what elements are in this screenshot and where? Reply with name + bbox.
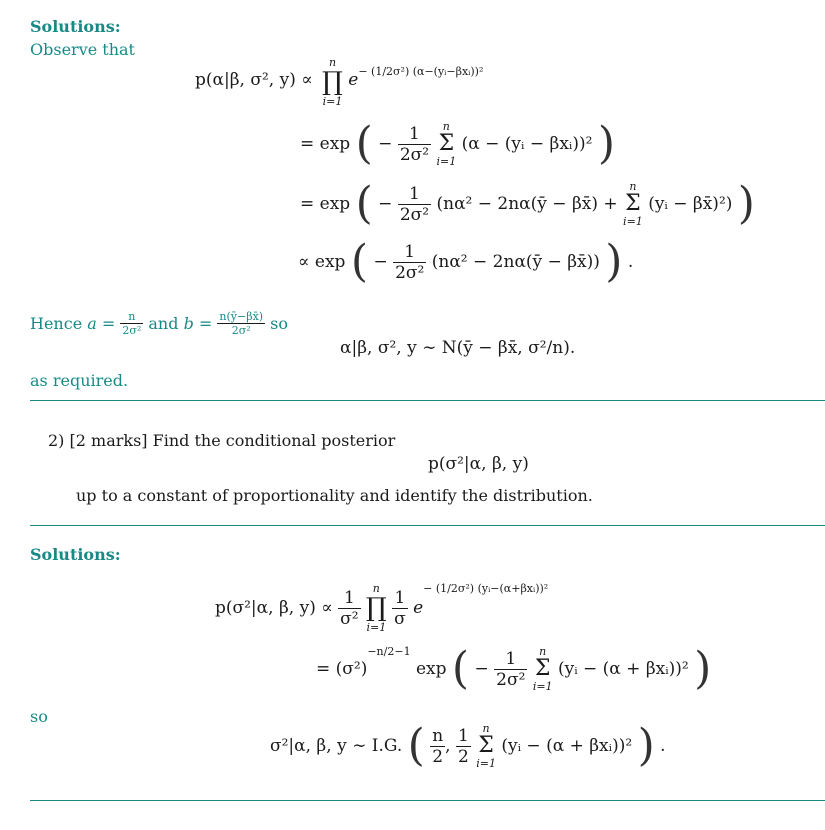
- eq2-line: = exp ( − $\frac{1}{\text{2σ²}}$ n Σ i=1 (α − (yᵢ − βxᵢ))² ): [300, 118, 615, 169]
- eq1-product: n ∏ i=1: [322, 56, 343, 108]
- divider-2: [30, 525, 825, 526]
- marks-badge: [2 marks]: [69, 431, 148, 450]
- solutions-heading-2: Solutions:: [30, 545, 121, 564]
- question-followup: up to a constant of proportionality and identify the distribution.: [76, 486, 593, 505]
- posterior-result: α|β, σ², y ∼ N(ȳ − βx̄, σ²/n).: [340, 338, 576, 358]
- eq1-exponent: − (1/2σ²) (α−(yᵢ−βxᵢ))²: [358, 65, 484, 78]
- so-text: so: [30, 707, 48, 726]
- eq1-lhs: p(α|β, σ², y) ∝: [195, 70, 313, 90]
- sol2-eq2-line: = $(\sigma^2)^{-n/2-1}$ exp ( − $\frac{1}{\text{2σ²}}$ n Σ i=1 (yᵢ − (α + βxᵢ))² ): [316, 643, 712, 694]
- divider-1: [30, 400, 825, 401]
- divider-3: [30, 800, 825, 801]
- question-display: p(σ²|α, β, y): [428, 454, 529, 474]
- eq2-sum: n Σ i=1: [436, 120, 457, 168]
- eq4-line: ∝ exp ( − $\frac{1}{\text{2σ²}}$ (nα² − 2nα(ȳ − βx̄)) ) .: [298, 236, 634, 287]
- question-2: 2) [2 marks] Find the conditional posterior: [48, 431, 396, 450]
- observe-text: Observe that: [30, 40, 135, 59]
- eq1-line: p(α|β, σ², y) ∝ n ∏ i=1 $e_{- (1/2\sigma^2) (\alpha-(yᵢ-\beta xᵢ))^2}$: [195, 56, 484, 108]
- hence-line: Hence a = $\frac{n}{\text{2σ²}}$ and b = $\frac{n(ȳ-\beta x̄)}{\text{2σ²}}$ so: [30, 310, 289, 337]
- solutions-heading: Solutions:: [30, 17, 121, 36]
- eq3-line: = exp ( − $\frac{1}{\text{2σ²}}$ (nα² − 2nα(ȳ − βx̄) + n Σ i=1 (yᵢ − βx̄)²) ): [300, 178, 755, 229]
- sol2-eq1-line: p(σ²|α, β, y) ∝ $\frac{1}{\text{σ²}}$ n ∏ i=1 $\frac{1}{\sigma}$ $e^{- (1/2\sigma^2) (yᵢ-(\alpha+\beta xᵢ))^2}$: [215, 582, 549, 634]
- sol2-eq3-line: σ²|α, β, y ∼ I.G. ( $\frac{n}{2}$ , $\frac{1}{2}$ n Σ i=1 (yᵢ − (α + βxᵢ))² ) .: [270, 720, 666, 771]
- as-required-text: as required.: [30, 371, 129, 390]
